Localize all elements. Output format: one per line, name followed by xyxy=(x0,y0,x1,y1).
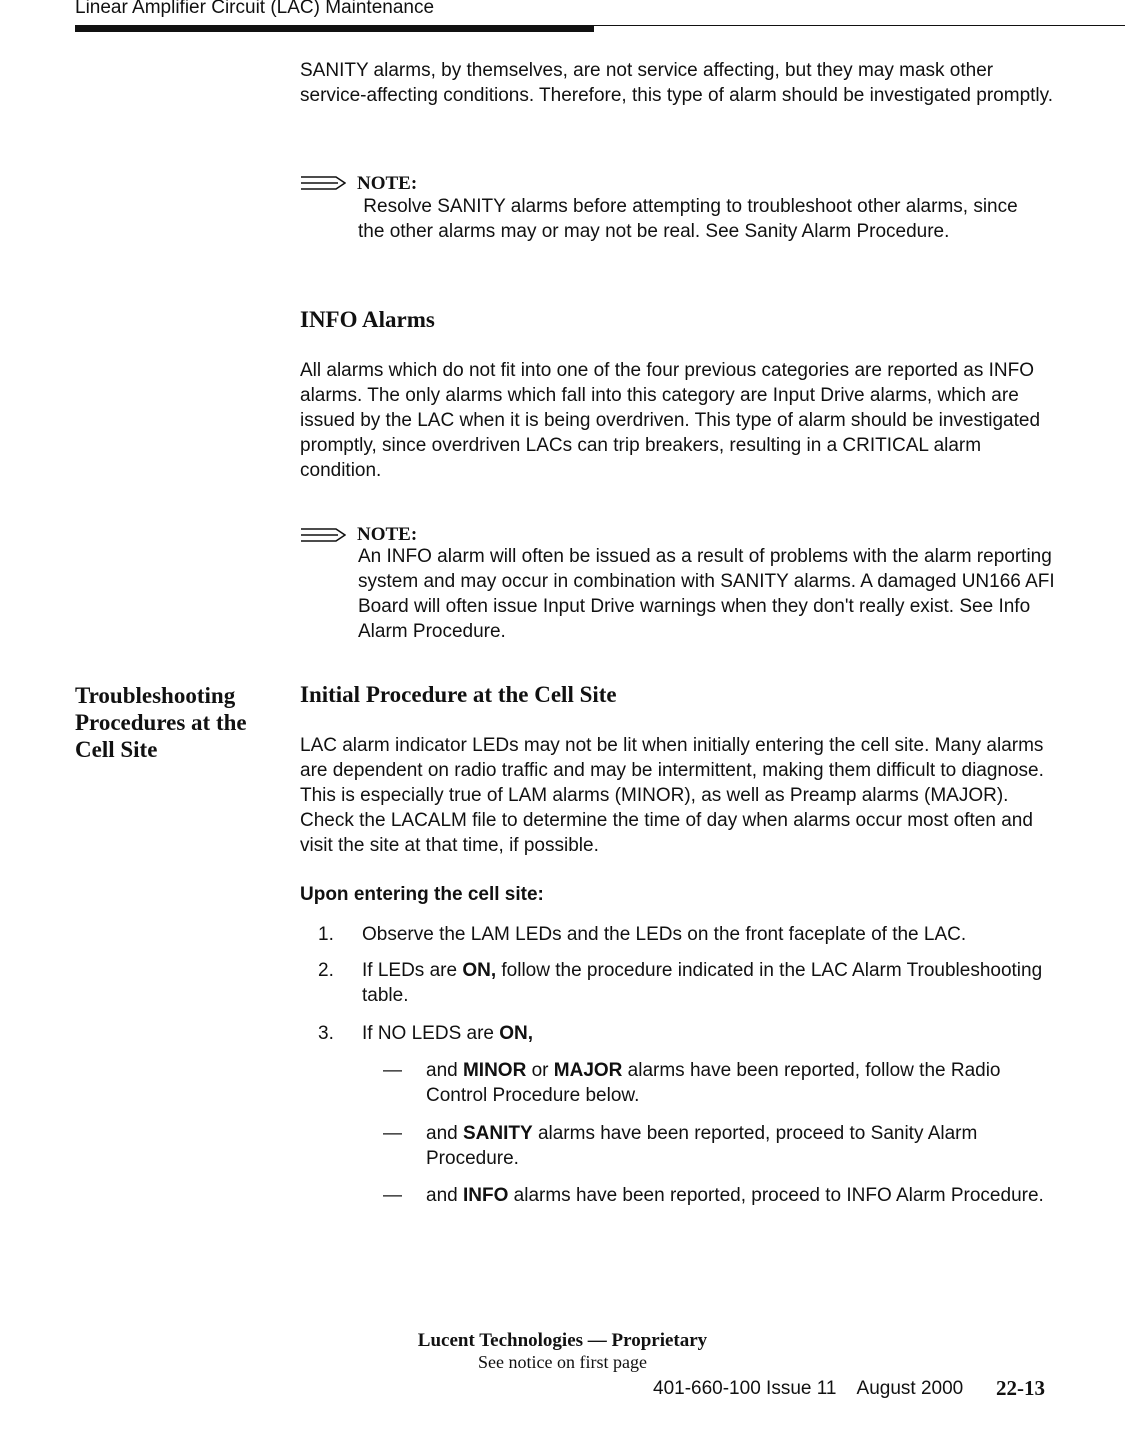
note-text: Resolve SANITY alarms before attempting to troubleshoot other alarms, since the other alarms may or may not be real. See Sanity Alarm Procedure. xyxy=(358,196,1023,242)
note-text: An INFO alarm will often be issued as a result of problems with the alarm reporting system and may occur in combination with SANITY alarms. A damaged UN166 AFI Board will often issue Input Drive warnings when they don't really exist. See Info Alarm Procedure. xyxy=(358,546,1055,642)
dash-marker: — xyxy=(383,1123,402,1144)
dash-marker: — xyxy=(383,1060,402,1081)
info-paragraph: All alarms which do not fit into one of the four previous categories are reported as INFO alarms. The only alarms which fall into this category are Input Drive alarms, which are issued by the LAC when it is being overdriven. This type of alarm should be investigated promptly, since overdriven LACs can trip breakers, resulting in a CRITICAL alarm condition. xyxy=(300,360,1041,481)
step-text: If NO LEDS are ON, xyxy=(362,1023,534,1044)
dash-item-text: and SANITY alarms have been reported, proceed to Sanity Alarm Procedure. xyxy=(426,1123,983,1169)
section-heading-info-alarms: INFO Alarms xyxy=(300,307,435,332)
page-number: 22-13 xyxy=(996,1376,1045,1400)
note-label: NOTE: xyxy=(357,524,418,545)
note-arrow-icon xyxy=(300,176,346,190)
step-text: If LEDs are ON, follow the procedure indicated in the LAC Alarm Troubleshooting table. xyxy=(362,960,1048,1006)
side-heading-troubleshooting: Troubleshooting Procedures at the Cell Site xyxy=(75,683,247,762)
footer-document-id: 401-660-100 Issue 11 August 2000 xyxy=(653,1378,964,1399)
note-arrow-icon xyxy=(300,528,346,542)
dash-item-text: and INFO alarms have been reported, proceed to INFO Alarm Procedure. xyxy=(426,1185,1044,1206)
step-number: 1. xyxy=(318,924,334,945)
footer-company: Lucent Technologies — Proprietary xyxy=(417,1330,708,1351)
dash-marker: — xyxy=(383,1185,402,1206)
dash-item-text: and MINOR or MAJOR alarms have been reported, follow the Radio Control Procedure below. xyxy=(426,1060,1006,1106)
header-rule-thin xyxy=(594,25,1125,26)
step-number: 3. xyxy=(318,1023,334,1044)
header-rule-thick xyxy=(75,25,594,32)
note-label: NOTE: xyxy=(357,173,418,194)
initial-procedure-paragraph: LAC alarm indicator LEDs may not be lit when initially entering the cell site. Many alarms are dependent on radio traffic and may be intermittent, making them difficult to diagnose. This is especially true of LAM alarms (MINOR), as well as Preamp alarms (MAJOR). Check the LACALM file to determine the time of day when alarms occur most often and visit the site at that time, if possible. xyxy=(300,735,1044,856)
steps-heading: Upon entering the cell site: xyxy=(300,884,544,905)
step-text: Observe the LAM LEDs and the LEDs on the front faceplate of the LAC. xyxy=(362,924,967,945)
step-number: 2. xyxy=(318,960,334,981)
section-heading-initial-procedure: Initial Procedure at the Cell Site xyxy=(300,682,617,707)
running-header: Linear Amplifier Circuit (LAC) Maintenance xyxy=(75,0,435,18)
footer-notice: See notice on first page xyxy=(478,1352,647,1372)
sanity-paragraph: SANITY alarms, by themselves, are not service affecting, but they may mask other service-affecting conditions. Therefore, this type of alarm should be investigated promptly. xyxy=(300,60,1054,106)
